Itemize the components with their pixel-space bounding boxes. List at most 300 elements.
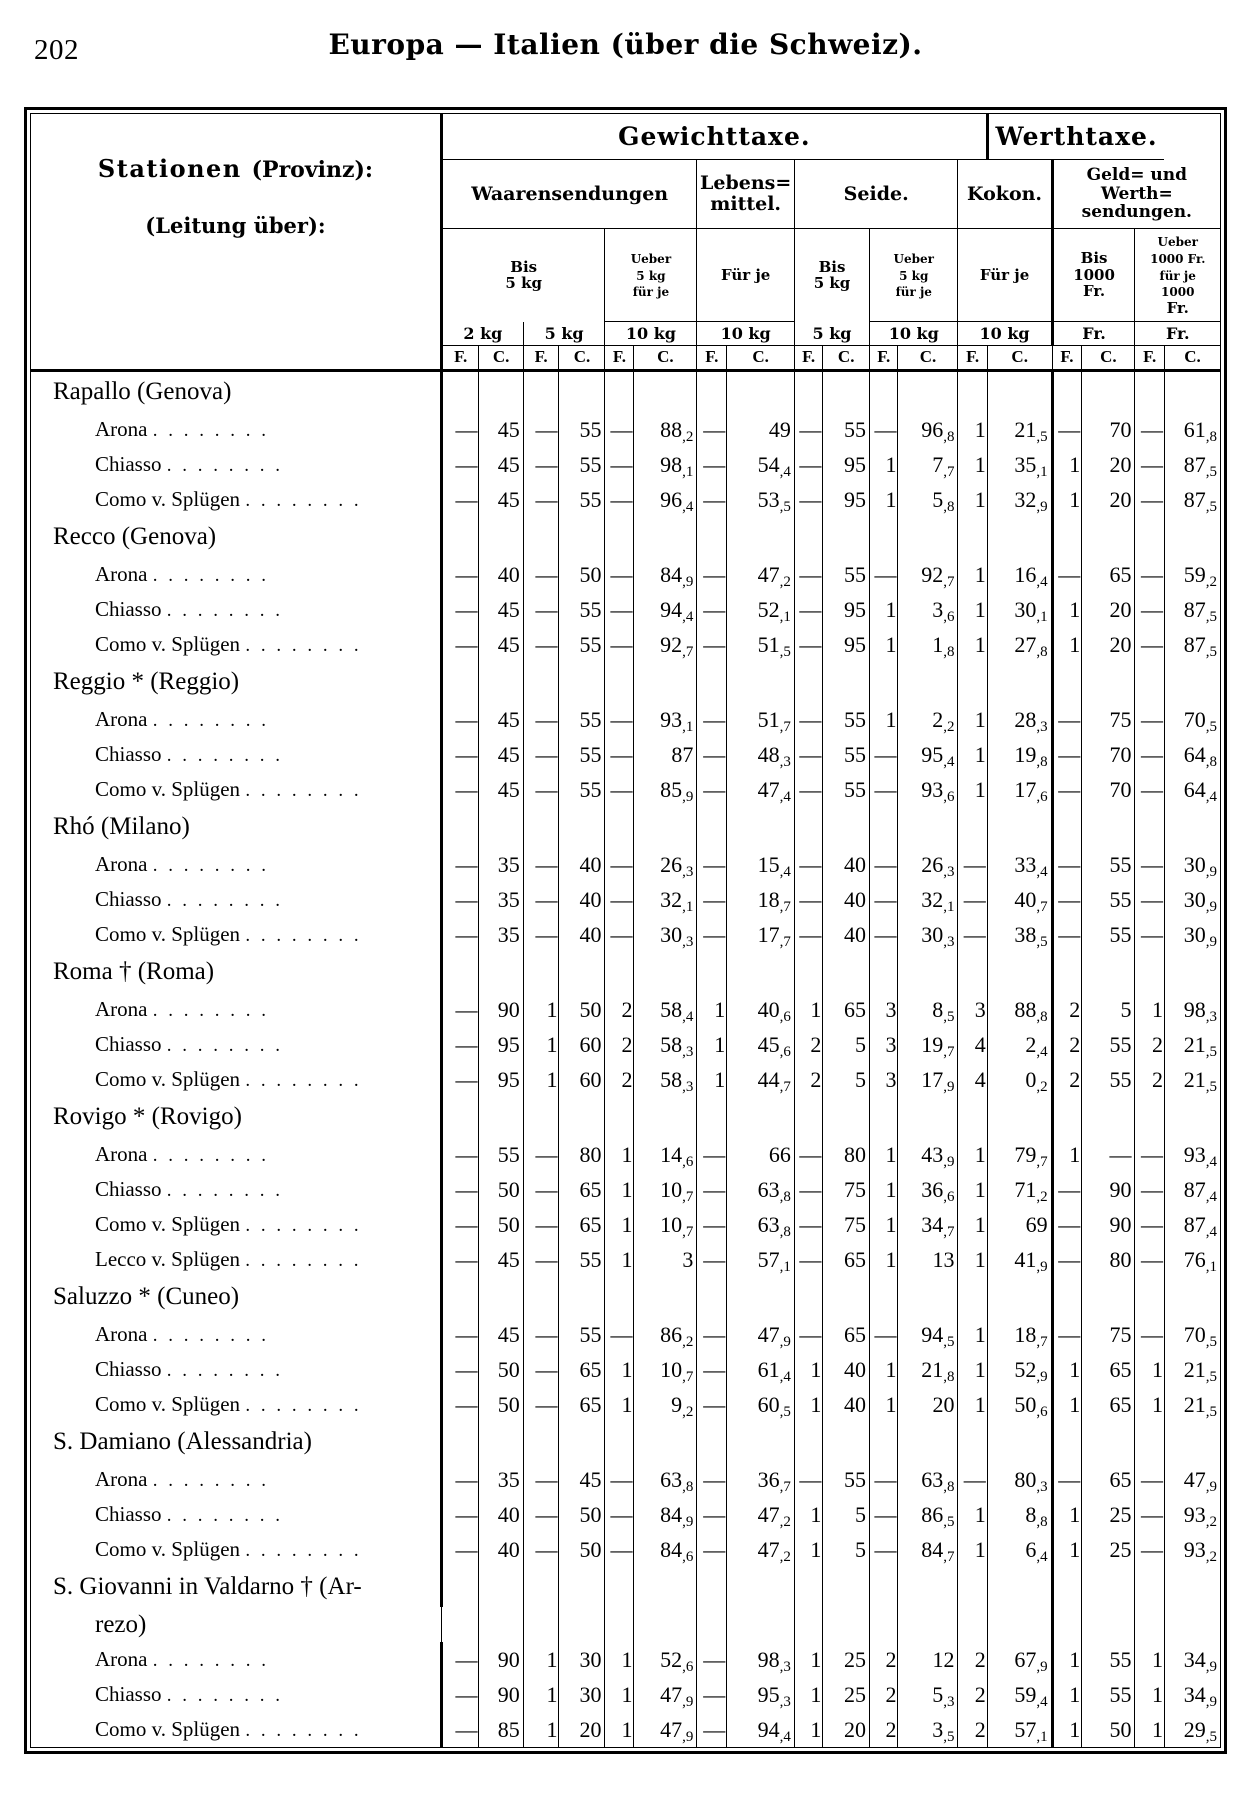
table-group-row (31, 1097, 1220, 1137)
blank-cell (987, 952, 1052, 992)
value-centimes: 70 (1082, 772, 1135, 807)
route-name: Como v. Splügen . . . . . . . . (31, 1387, 441, 1422)
value-centimes: 50 (479, 1172, 523, 1207)
value-francs: — (1135, 1207, 1164, 1242)
blank-cell (479, 662, 523, 702)
value-centimes: 55 (559, 737, 605, 772)
value-centimes: 40 (479, 557, 523, 592)
value-francs: 1 (794, 1712, 822, 1747)
value-francs: — (870, 1497, 898, 1532)
value-francs: — (1052, 1207, 1082, 1242)
value-centimes: 51,7 (727, 702, 795, 737)
value-francs: — (870, 412, 898, 447)
unit-10kg-waaren: 10 kg (605, 322, 697, 346)
blank-cell (634, 371, 697, 413)
value-francs: — (794, 772, 822, 807)
value-centimes: 35 (479, 1462, 523, 1497)
value-centimes: 5 (823, 1497, 870, 1532)
value-francs: 1 (1135, 992, 1164, 1027)
value-centimes: 20 (898, 1387, 958, 1422)
blank-cell (523, 952, 559, 992)
value-francs: 1 (697, 992, 727, 1027)
value-centimes: 45 (479, 1317, 523, 1352)
value-francs: 1 (870, 627, 898, 662)
value-francs: — (1135, 1317, 1164, 1352)
page-header (0, 0, 1251, 72)
value-francs: 1 (1135, 1677, 1164, 1712)
value-francs: — (697, 1497, 727, 1532)
value-centimes: 9,2 (634, 1387, 697, 1422)
blank-cell (479, 807, 523, 847)
value-francs: — (441, 1207, 479, 1242)
value-francs: — (523, 447, 559, 482)
value-francs: 1 (958, 412, 987, 447)
blank-cell (958, 1567, 987, 1607)
value-centimes: 2,2 (898, 702, 958, 737)
value-francs: — (605, 412, 634, 447)
blank-cell (958, 807, 987, 847)
table-row (31, 1242, 1220, 1277)
blank-cell (987, 1422, 1052, 1462)
value-centimes: 48,3 (727, 737, 795, 772)
value-francs: 1 (1052, 1497, 1082, 1532)
value-centimes: 35 (479, 882, 523, 917)
table-row (31, 737, 1220, 772)
value-francs: 2 (1135, 1062, 1164, 1097)
value-francs: — (523, 847, 559, 882)
blank-cell (727, 1422, 795, 1462)
value-francs: — (870, 882, 898, 917)
value-centimes: 80,3 (987, 1462, 1052, 1497)
value-centimes: 94,4 (727, 1712, 795, 1747)
value-francs: — (605, 482, 634, 517)
value-francs: 1 (958, 737, 987, 772)
value-francs: — (441, 482, 479, 517)
blank-cell (987, 1567, 1052, 1607)
value-centimes: 50,6 (987, 1387, 1052, 1422)
blank-cell (823, 662, 870, 702)
value-centimes: 20 (1082, 447, 1135, 482)
blank-cell (823, 1277, 870, 1317)
value-francs: 1 (1135, 1642, 1164, 1677)
value-francs: 1 (1052, 1642, 1082, 1677)
station-name: Saluzzo * (Cuneo) (31, 1277, 441, 1317)
blank-cell (634, 952, 697, 992)
value-centimes: 87,4 (1183, 1211, 1217, 1240)
value-francs: — (441, 1387, 479, 1422)
value-centimes: 13 (898, 1242, 958, 1277)
blank-cell (958, 1607, 987, 1642)
value-francs: — (794, 627, 822, 662)
value-francs: — (794, 702, 822, 737)
value-centimes: 70 (1082, 412, 1135, 447)
value-centimes: 19,7 (898, 1027, 958, 1062)
value-centimes: 65 (559, 1352, 605, 1387)
page-title: Europa — Italien (über die Schweiz). (328, 28, 923, 61)
blank-cell (870, 662, 898, 702)
value-centimes: 25 (1082, 1532, 1135, 1567)
value-centimes: 75 (1082, 1317, 1135, 1352)
blank-cell (1052, 1422, 1082, 1462)
value-francs: — (697, 772, 727, 807)
blank-cell (898, 371, 958, 413)
blank-cell (605, 517, 634, 557)
value-francs: — (1135, 1242, 1164, 1277)
value-francs: 1 (1052, 447, 1082, 482)
value-francs: 1 (1052, 1352, 1082, 1387)
value-centimes: 16,4 (987, 557, 1052, 592)
blank-cell (898, 1567, 958, 1607)
value-centimes: 5,3 (898, 1677, 958, 1712)
value-francs: — (794, 917, 822, 952)
value-centimes: 5 (823, 1532, 870, 1567)
value-centimes: 47,2 (727, 1497, 795, 1532)
value-francs: 1 (1052, 1387, 1082, 1422)
blank-cell (523, 371, 559, 413)
value-centimes: 54,4 (727, 447, 795, 482)
blank-cell (823, 517, 870, 557)
value-francs: — (1135, 1532, 1164, 1567)
table-row (31, 1062, 1220, 1097)
value-centimes: 15,4 (727, 847, 795, 882)
value-francs: — (1052, 737, 1082, 772)
value-centimes: 40 (559, 847, 605, 882)
value-francs: — (523, 917, 559, 952)
value-francs: 1 (605, 1387, 634, 1422)
value-centimes: 27,8 (987, 627, 1052, 662)
value-centimes: 50 (559, 557, 605, 592)
blank-cell (523, 1567, 559, 1607)
value-francs: — (1135, 737, 1164, 772)
station-name: Roma † (Roma) (31, 952, 441, 992)
value-centimes: 57,1 (727, 1242, 795, 1277)
value-francs: 1 (794, 1532, 822, 1567)
blank-cell (898, 807, 958, 847)
value-centimes: 17,9 (898, 1062, 958, 1097)
value-centimes: 95 (479, 1027, 523, 1062)
value-francs: — (441, 1497, 479, 1532)
route-name: Arona . . . . . . . . (31, 1137, 441, 1172)
blank-cell (479, 1567, 523, 1607)
blank-cell (479, 1277, 523, 1317)
blank-cell (727, 1097, 795, 1137)
value-centimes: 3,5 (898, 1712, 958, 1747)
blank-cell (479, 1422, 523, 1462)
table-row (31, 882, 1220, 917)
value-francs: 2 (605, 1062, 634, 1097)
value-centimes: 69 (987, 1207, 1052, 1242)
value-francs: 2 (870, 1712, 898, 1747)
value-centimes: 40,6 (727, 992, 795, 1027)
value-francs: 3 (870, 992, 898, 1027)
value-centimes: 65 (559, 1207, 605, 1242)
value-centimes: 33,4 (987, 847, 1052, 882)
value-francs: — (794, 1137, 822, 1172)
value-centimes: 55 (559, 447, 605, 482)
value-centimes: 63,8 (727, 1207, 795, 1242)
value-centimes: 95 (479, 1062, 523, 1097)
blank-cell (605, 662, 634, 702)
blank-cell (727, 1607, 795, 1642)
value-francs: 1 (697, 1062, 727, 1097)
value-francs: — (697, 1677, 727, 1712)
station-name: Recco (Genova) (31, 517, 441, 557)
blank-cell (1052, 517, 1082, 557)
value-francs: — (697, 1242, 727, 1277)
fc-c-8: C. (1082, 346, 1135, 371)
value-centimes: 1,8 (898, 627, 958, 662)
value-centimes: 61,4 (727, 1352, 795, 1387)
value-francs: — (697, 447, 727, 482)
value-francs: 1 (605, 1172, 634, 1207)
value-centimes: 21,5 (1183, 1066, 1217, 1095)
value-centimes: 35 (479, 847, 523, 882)
route-name: Arona . . . . . . . . (31, 1462, 441, 1497)
value-centimes: 94,4 (634, 592, 697, 627)
value-centimes: 55 (823, 772, 870, 807)
blank-cell (605, 952, 634, 992)
blank-cell (1135, 1277, 1164, 1317)
value-francs: 1 (958, 482, 987, 517)
value-francs: — (697, 882, 727, 917)
value-francs: — (1135, 847, 1164, 882)
route-name: Como v. Splügen . . . . . . . . (31, 1207, 441, 1242)
value-centimes: 30,3 (898, 917, 958, 952)
value-francs: — (794, 592, 822, 627)
blank-cell (870, 807, 898, 847)
value-centimes: 84,9 (634, 557, 697, 592)
value-francs: — (605, 627, 634, 662)
blank-cell (697, 517, 727, 557)
table-row (31, 1172, 1220, 1207)
value-francs: — (1135, 592, 1164, 627)
value-francs: 3 (870, 1027, 898, 1062)
value-francs: 1 (870, 592, 898, 627)
value-francs: — (441, 447, 479, 482)
blank-cell (898, 1607, 958, 1642)
value-centimes: 14,6 (634, 1137, 697, 1172)
value-centimes: 75 (823, 1172, 870, 1207)
value-centimes: 95,3 (727, 1677, 795, 1712)
blank-cell (559, 807, 605, 847)
route-name: Arona . . . . . . . . (31, 1317, 441, 1352)
value-centimes: 47,2 (727, 1532, 795, 1567)
value-centimes: 18,7 (727, 882, 795, 917)
value-francs: — (697, 917, 727, 952)
fc-f-9: F. (1135, 346, 1164, 371)
value-francs: — (605, 1462, 634, 1497)
value-francs: — (441, 1712, 479, 1747)
header-row-groups (31, 114, 1220, 160)
value-centimes: 55 (1082, 1677, 1135, 1712)
value-francs: 1 (958, 592, 987, 627)
value-francs: — (605, 917, 634, 952)
value-centimes: 60 (559, 1027, 605, 1062)
blank-cell (1135, 1097, 1164, 1137)
table-row (31, 1497, 1220, 1532)
value-francs: 1 (870, 1387, 898, 1422)
value-centimes: 71,2 (987, 1172, 1052, 1207)
value-francs: — (605, 447, 634, 482)
value-centimes: 84,9 (634, 1497, 697, 1532)
value-centimes: 94,5 (898, 1317, 958, 1352)
value-centimes: 20 (1082, 592, 1135, 627)
value-francs: 1 (1052, 482, 1082, 517)
value-francs: — (697, 1172, 727, 1207)
value-francs: — (1135, 412, 1164, 447)
blank-cell (697, 1277, 727, 1317)
value-francs: 1 (958, 447, 987, 482)
value-centimes: 25 (823, 1642, 870, 1677)
blank-cell (479, 371, 523, 413)
blank-cell (634, 517, 697, 557)
value-centimes: 5 (1082, 992, 1135, 1027)
value-centimes: — (1082, 1137, 1135, 1172)
value-francs: 1 (958, 702, 987, 737)
value-centimes: 55 (1082, 1027, 1135, 1062)
value-francs: — (1135, 1462, 1164, 1497)
value-francs: — (697, 1387, 727, 1422)
blank-cell (1164, 807, 1220, 847)
value-francs: 1 (523, 1642, 559, 1677)
value-centimes: 65 (1082, 1387, 1135, 1422)
value-francs: 2 (605, 1027, 634, 1062)
value-francs: — (1052, 702, 1082, 737)
value-centimes: 59,2 (1183, 561, 1217, 590)
value-centimes: 93,2 (1183, 1501, 1217, 1530)
value-francs: — (441, 772, 479, 807)
value-centimes: 80 (1082, 1242, 1135, 1277)
value-francs: 1 (1135, 1712, 1164, 1747)
value-francs: 1 (794, 1642, 822, 1677)
blank-cell (898, 517, 958, 557)
value-centimes: 86,2 (634, 1317, 697, 1352)
value-centimes: 20 (1082, 627, 1135, 662)
value-francs: 1 (794, 1677, 822, 1712)
value-centimes: 21,5 (1183, 1031, 1217, 1060)
value-francs: — (1135, 1172, 1164, 1207)
route-name: Arona . . . . . . . . (31, 557, 441, 592)
value-centimes: 3,6 (898, 592, 958, 627)
route-name: Como v. Splügen . . . . . . . . (31, 772, 441, 807)
blank-cell (794, 517, 822, 557)
route-name: Chiasso . . . . . . . . (31, 1677, 441, 1712)
table-row (31, 1712, 1220, 1747)
blank-cell (870, 1097, 898, 1137)
value-centimes: 30,3 (634, 917, 697, 952)
table-group-row (31, 1567, 1220, 1607)
value-francs: — (441, 1027, 479, 1062)
value-centimes: 36,7 (727, 1462, 795, 1497)
tariff-table-frame (24, 107, 1227, 1754)
value-centimes: 87,5 (1183, 451, 1217, 480)
value-francs: 2 (794, 1062, 822, 1097)
blank-cell (1164, 1422, 1220, 1462)
blank-cell (523, 662, 559, 702)
unit-10kg-seide: 10 kg (870, 322, 958, 346)
value-francs: — (1135, 447, 1164, 482)
table-group-row (31, 1277, 1220, 1317)
value-francs: — (697, 1207, 727, 1242)
value-centimes: 93,4 (1183, 1141, 1217, 1170)
value-francs: — (794, 1242, 822, 1277)
value-francs: 2 (958, 1712, 987, 1747)
value-francs: 1 (523, 992, 559, 1027)
value-centimes: 55 (559, 772, 605, 807)
value-francs: — (1135, 772, 1164, 807)
value-francs: — (441, 1352, 479, 1387)
value-centimes: 21,5 (1183, 1391, 1217, 1420)
value-centimes: 87,5 (1183, 631, 1217, 660)
table-row (31, 447, 1220, 482)
value-francs: — (1052, 1462, 1082, 1497)
value-francs: — (1135, 1137, 1164, 1172)
value-francs: — (1052, 1242, 1082, 1277)
value-francs: — (794, 882, 822, 917)
value-centimes: 58,4 (634, 992, 697, 1027)
value-centimes: 50 (559, 1497, 605, 1532)
blank-cell (870, 371, 898, 413)
value-centimes: 5 (823, 1027, 870, 1062)
value-centimes: 55 (559, 1242, 605, 1277)
table-row (31, 702, 1220, 737)
value-francs: — (1052, 882, 1082, 917)
header-geld-werthsendungen: Geld= und Werth= sendungen. (1052, 160, 1220, 229)
value-francs: 1 (605, 1207, 634, 1242)
value-centimes: 30,1 (987, 592, 1052, 627)
value-centimes: 98,3 (727, 1642, 795, 1677)
station-name-cont: rezo) (31, 1607, 441, 1642)
value-francs: — (958, 1462, 987, 1497)
value-centimes: 40 (823, 1387, 870, 1422)
route-name: Lecco v. Splügen . . . . . . . . (31, 1242, 441, 1277)
value-francs: 1 (870, 1207, 898, 1242)
value-centimes: 55 (559, 1317, 605, 1352)
blank-cell (958, 1097, 987, 1137)
value-francs: 1 (870, 1172, 898, 1207)
blank-cell (823, 1607, 870, 1642)
value-francs: 2 (870, 1677, 898, 1712)
value-centimes: 45,6 (727, 1027, 795, 1062)
value-francs: 1 (958, 557, 987, 592)
route-name: Chiasso . . . . . . . . (31, 1027, 441, 1062)
value-francs: — (958, 882, 987, 917)
value-centimes: 55 (559, 412, 605, 447)
value-centimes: 3 (634, 1242, 697, 1277)
value-centimes: 50 (559, 1532, 605, 1567)
unit-ueber-1000fr: Ueber 1000 Fr. für je 1000 Fr. (1135, 229, 1220, 322)
value-centimes: 55 (1082, 847, 1135, 882)
value-centimes: 51,5 (727, 627, 795, 662)
value-francs: — (794, 847, 822, 882)
value-francs: — (697, 482, 727, 517)
value-centimes: 95 (823, 447, 870, 482)
value-centimes: 50 (479, 1207, 523, 1242)
table-row (31, 1532, 1220, 1567)
value-centimes: 70,5 (1183, 706, 1217, 735)
blank-cell (958, 662, 987, 702)
value-centimes: 76,1 (1183, 1246, 1217, 1275)
value-centimes: 65 (823, 992, 870, 1027)
value-centimes: 35 (479, 917, 523, 952)
value-francs: — (1052, 557, 1082, 592)
value-francs: — (441, 1062, 479, 1097)
unit-bis-5kg-seide: Bis 5 kg (794, 229, 869, 322)
blank-cell (1082, 517, 1135, 557)
unit-fr-bis: Fr. (1052, 322, 1135, 346)
value-centimes: 84,7 (898, 1532, 958, 1567)
value-centimes: 70,5 (1183, 1321, 1217, 1350)
